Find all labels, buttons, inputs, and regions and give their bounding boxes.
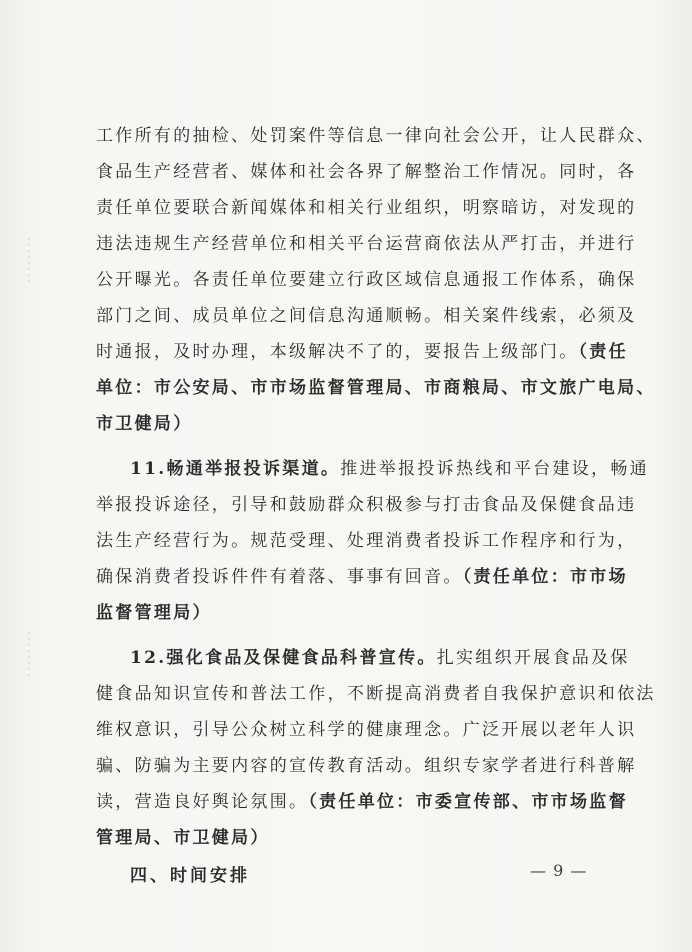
paragraph-text: 读，营造良好舆论氛围。 <box>96 792 309 812</box>
paragraph-line <box>96 559 628 595</box>
responsibility-label: （责任 <box>578 342 628 362</box>
responsibility-label: （责任单位：市委宣传部、市市场监督 <box>308 792 628 812</box>
paragraph-line: 违法违规生产经营单位和相关平台运营商依法从严打击，并进行 <box>96 234 637 254</box>
item-12-title: 12.强化食品及保健食品科普宣传。 <box>130 648 437 668</box>
item-11-first-line <box>130 451 649 487</box>
paragraph-line: 骗、防骗为主要内容的宣传教育活动。组织专家学者进行科普解 <box>96 756 637 776</box>
responsibility-label: （责任单位：市市场 <box>462 567 628 587</box>
item-11-title: 11.畅通举报投诉渠道。 <box>130 459 341 479</box>
paragraph-text: 时通报，及时办理，本级解决不了的，要报告上级部门。 <box>96 342 579 362</box>
responsibility-units: 单位：市公安局、市市场监督管理局、市商粮局、市文旅广电局、 <box>96 378 656 398</box>
paragraph-line: 健食品知识宣传和普法工作，不断提高消费者自我保护意识和依法 <box>96 684 656 704</box>
binding-mark <box>20 236 38 286</box>
responsibility-units: 监督管理局） <box>96 603 212 623</box>
paragraph-text: 确保消费者投诉件件有着落、事事有回音。 <box>96 567 463 587</box>
paragraph-text: 扎实组织开展食品及保 <box>436 648 630 668</box>
paragraph-text: 推进举报投诉热线和平台建设，畅通 <box>340 459 649 479</box>
paragraph-line: 部门之间、成员单位之间信息沟通顺畅。相关案件线索，必须及 <box>96 306 637 326</box>
page-number: — 9 — <box>530 861 588 880</box>
paragraph-line: 工作所有的抽检、处罚案件等信息一律向社会公开，让人民群众、 <box>96 126 656 146</box>
responsibility-units: 管理局、市卫健局） <box>96 828 270 848</box>
paragraph-line: 公开曝光。各责任单位要建立行政区域信息通报工作体系，确保 <box>96 270 637 290</box>
section-heading: 四、时间安排 <box>130 866 250 886</box>
item-12-first-line <box>130 640 630 676</box>
paragraph-line: 食品生产经营者、媒体和社会各界了解整治工作情况。同时，各 <box>96 162 637 182</box>
paragraph-line <box>96 334 628 370</box>
paragraph-line: 举报投诉途径，引导和鼓励群众积极参与打击食品及保健食品违 <box>96 495 637 515</box>
paragraph-line: 维权意识，引导公众树立科学的健康理念。广泛开展以老年人识 <box>96 720 637 740</box>
paragraph-line: 责任单位要联合新闻媒体和相关行业组织，明察暗访，对发现的 <box>96 198 637 218</box>
binding-mark <box>20 630 38 680</box>
paragraph-line <box>96 784 628 820</box>
responsibility-units: 市卫健局） <box>96 414 193 434</box>
paragraph-line: 法生产经营行为。规范受理、处理消费者投诉工作程序和行为， <box>96 531 637 551</box>
